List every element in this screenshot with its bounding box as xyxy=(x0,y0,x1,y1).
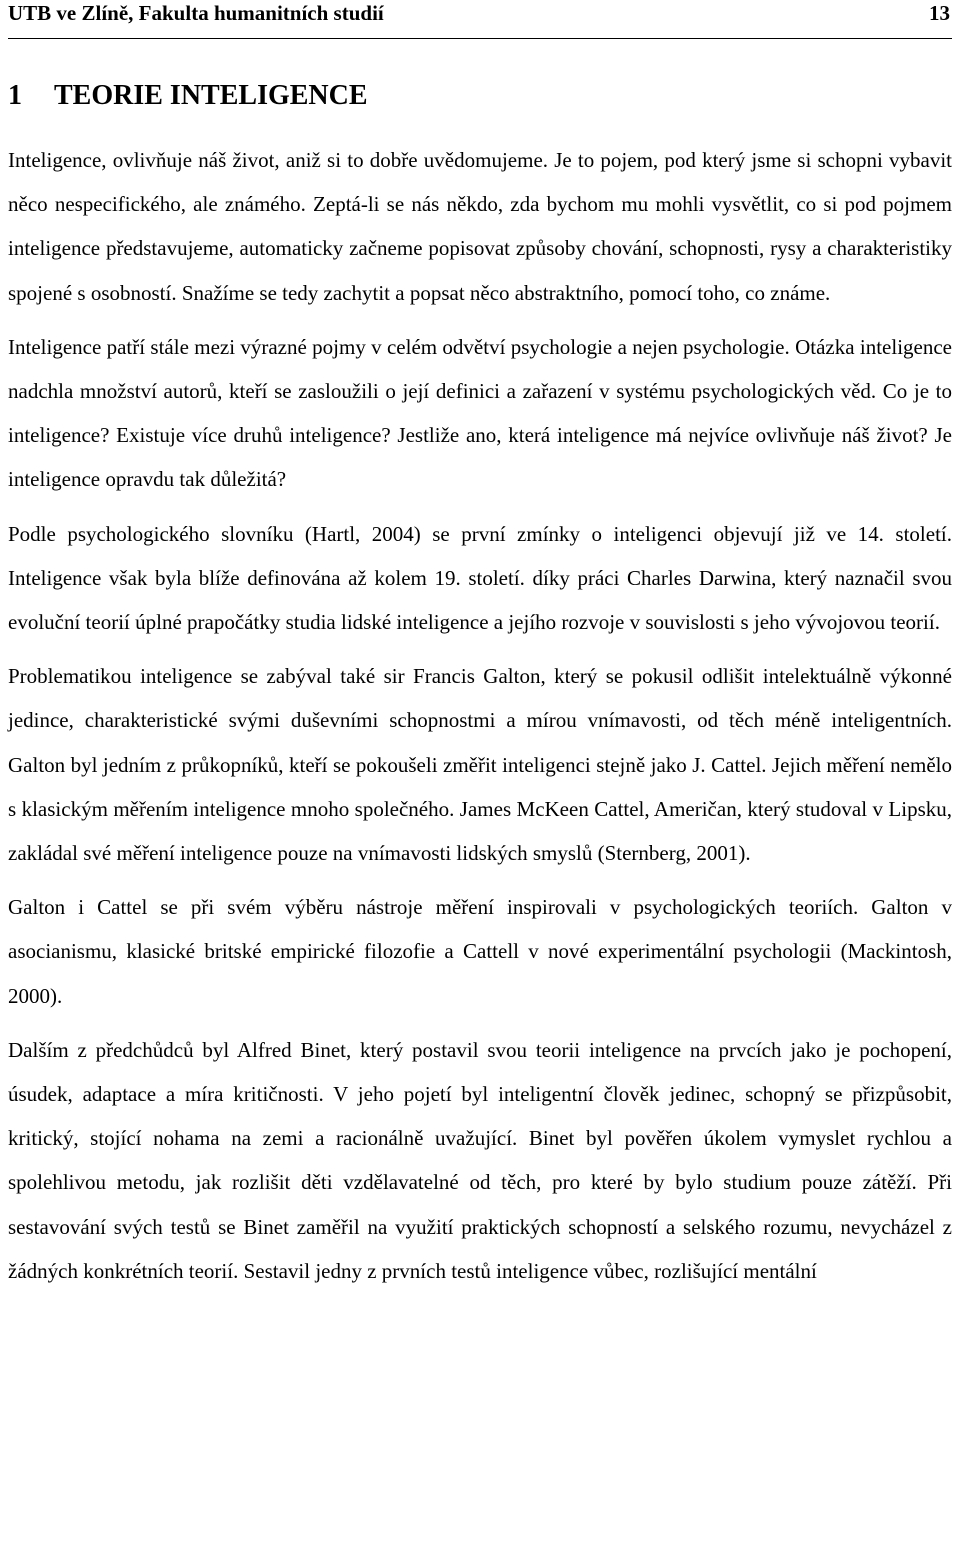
paragraph: Dalším z předchůdců byl Alfred Binet, který postavil svou teorii inteligence na prvcích jako je pochopení, úsudek, adaptace a míra kritičnosti. V jeho pojetí byl inteligentní člověk jedinec, schopný se přizpůsobit, kritický, stojící nohama na zemi a racionálně uvažující. Binet byl pověřen úkolem vymyslet rychlou a spolehlivou metodu, jak rozlišit děti vzdělavatelné od těch, pro které by bylo studium pouze zátěží. Při sestavování svých testů se Binet zaměřil na využití praktických schopností a selského rozumu, nevycházel z žádných konkrétních teorií. Sestavil jedny z prvních testů inteligence vůbec, rozlišující mentální xyxy=(8,1037,952,1283)
header-title: UTB ve Zlíně, Fakulta humanitních studií xyxy=(8,1,384,25)
paragraph: Problematikou inteligence se zabýval také sir Francis Galton, který se pokusil odlišit intelektuálně výkonné jedince, charakteristické svými duševními schopnostmi a mírou vnímavosti, od těch méně inteligentních. Galton byl jedním z průkopníků, kteří se pokoušeli změřit inteligenci stejně jako J. Cattel. Jejich měření nemělo s klasickým měřením inteligence mnoho společného. James McKeen Cattel, Američan, který studoval v Lipsku, zakládal své měření inteligence pouze na vnímavosti lidských smyslů (Sternberg, 2001). xyxy=(8,664,952,866)
paragraph: Galton i Cattel se při svém výběru nástroje měření inspirovali v psychologických teoriích. Galton v asocianismu, klasické britské empirické filozofie a Cattell v nové experimentální psychologii (Mackintosh, 2000). xyxy=(8,895,952,1008)
page-number: 13 xyxy=(929,1,950,25)
paragraph: Inteligence, ovlivňuje náš život, aniž si to dobře uvědomujeme. Je to pojem, pod který jsme si schopni vybavit něco nespecifického, ale známého. Zeptá-li se nás někdo, zda bychom mu mohli vysvětlit, co si pod pojmem inteligence představujeme, automaticky začneme popisovat způsoby chování, schopnosti, rysy a charakteristiky spojené s osobností. Snažíme se tedy zachytit a popsat něco abstraktního, pomocí toho, co známe. xyxy=(8,148,952,305)
chapter-title: TEORIE INTELIGENCE xyxy=(54,80,368,111)
chapter-number: 1 xyxy=(8,80,22,111)
paragraph: Podle psychologického slovníku (Hartl, 2004) se první zmínky o inteligenci objevují již ve 14. století. Inteligence však byla blíže definována až kolem 19. století. díky práci Charles Darwina, který naznačil svou evoluční teorií úplné prapočátky studia lidské inteligence a jejího rozvoje v souvislosti s jeho vývojovou teorií. xyxy=(8,521,952,635)
page-header xyxy=(8,0,952,39)
body-text xyxy=(8,138,952,1303)
paragraph: Inteligence patří stále mezi výrazné pojmy v celém odvětví psychologie a nejen psychologie. Otázka inteligence nadchla množství autorů, kteří se zasloužili o její definici a zařazení v systému psychologických věd. Co je to inteligence? Existuje více druhů inteligence? Jestliže ano, která inteligence má nejvíce ovlivňuje náš život? Je inteligence opravdu tak důležitá? xyxy=(8,334,952,492)
chapter-heading xyxy=(8,80,368,112)
